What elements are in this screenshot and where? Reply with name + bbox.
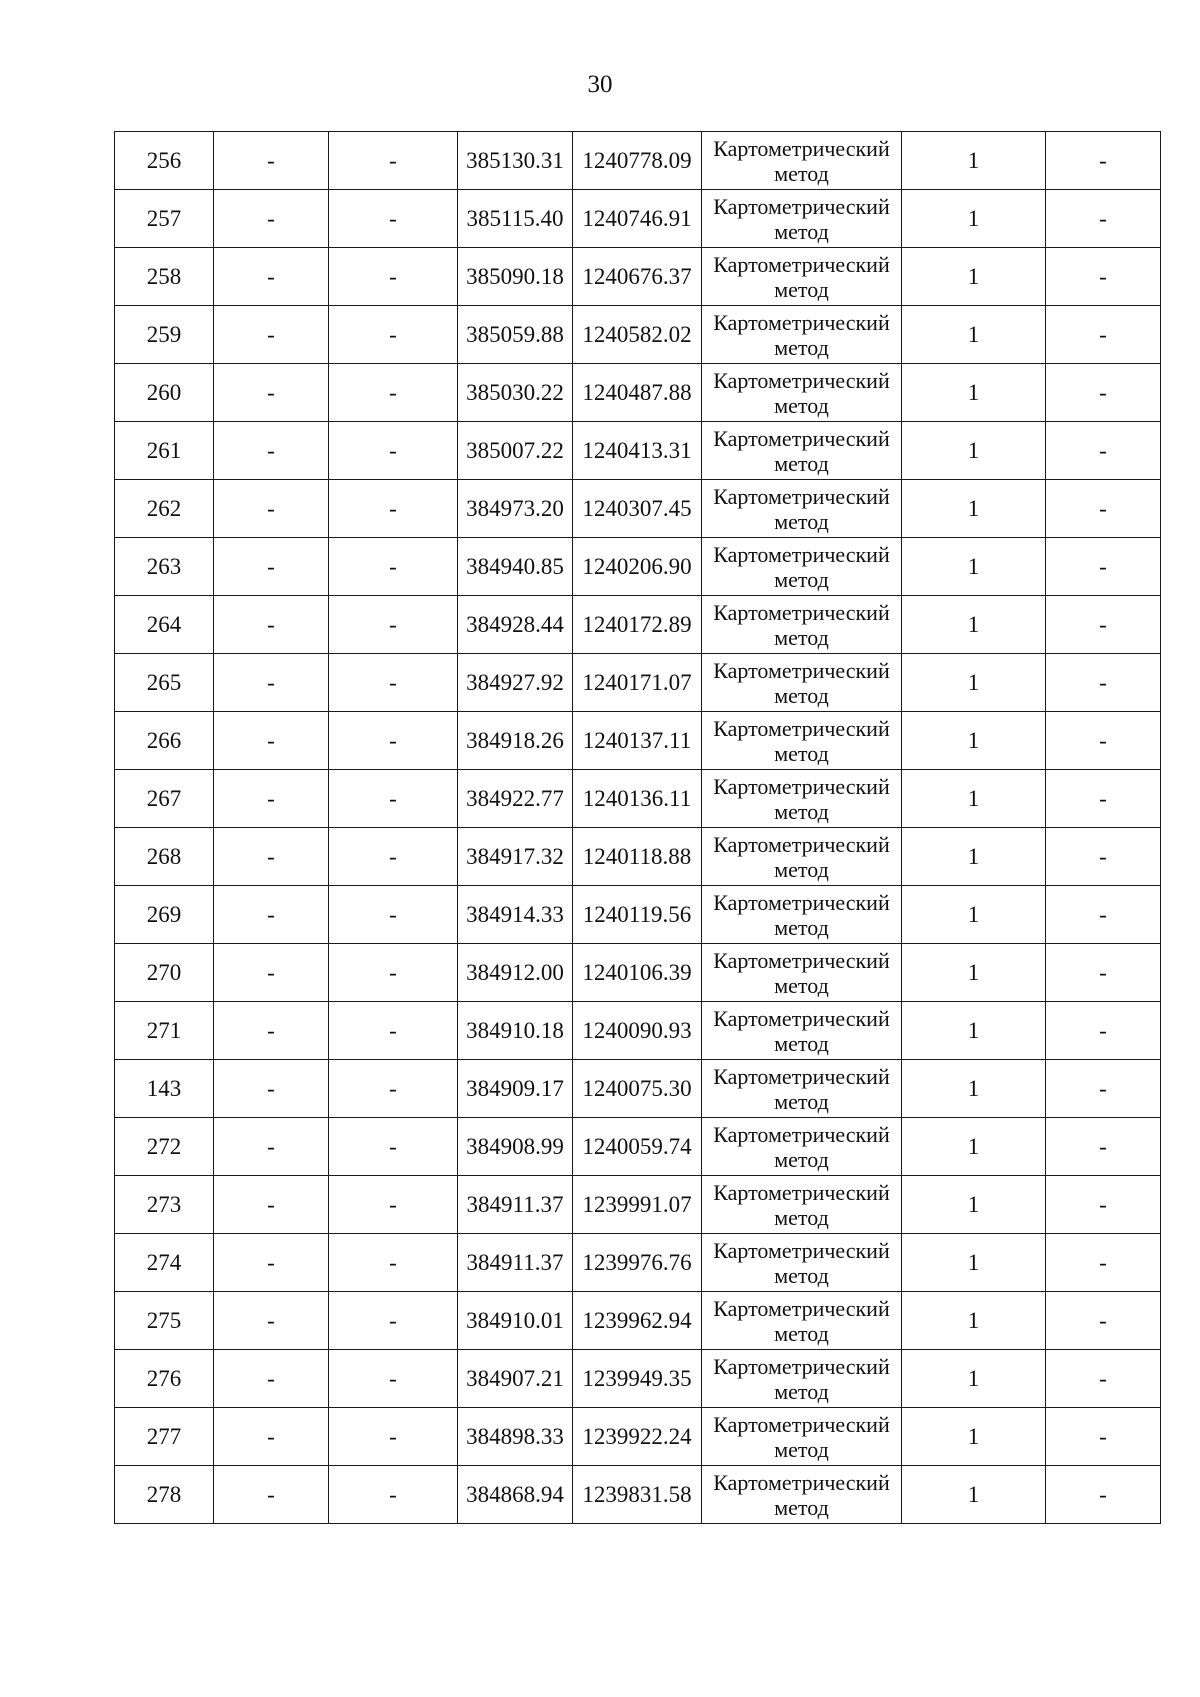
note-cell: -: [1046, 944, 1161, 1002]
accuracy-cell: 1: [902, 944, 1046, 1002]
note-cell: -: [1046, 1002, 1161, 1060]
method-line-2: метод: [774, 972, 829, 998]
table-row: [115, 364, 1161, 422]
x-coordinate-cell: 384910.01: [458, 1292, 573, 1350]
table-row: [115, 1002, 1161, 1060]
coordinates-table: [114, 131, 1161, 1524]
method-cell: [702, 1002, 902, 1060]
table-row: [115, 944, 1161, 1002]
x-coordinate-cell: 384909.17: [458, 1060, 573, 1118]
note-cell: -: [1046, 1408, 1161, 1466]
note-cell: -: [1046, 1234, 1161, 1292]
empty-x-cell: -: [214, 190, 329, 248]
method-cell: [702, 306, 902, 364]
accuracy-cell: 1: [902, 538, 1046, 596]
empty-x-cell: -: [214, 248, 329, 306]
method-cell: [702, 480, 902, 538]
x-coordinate-cell: 384927.92: [458, 654, 573, 712]
accuracy-cell: 1: [902, 1118, 1046, 1176]
point-number-cell: 260: [115, 364, 214, 422]
empty-y-cell: -: [329, 364, 458, 422]
empty-x-cell: -: [214, 1176, 329, 1234]
table-row: [115, 828, 1161, 886]
point-number-cell: 269: [115, 886, 214, 944]
method-cell: [702, 828, 902, 886]
note-cell: -: [1046, 886, 1161, 944]
method-line-2: метод: [774, 740, 829, 766]
table-row: [115, 1176, 1161, 1234]
table-row: [115, 886, 1161, 944]
table-row: [115, 1060, 1161, 1118]
method-cell: [702, 712, 902, 770]
point-number-cell: 268: [115, 828, 214, 886]
x-coordinate-cell: 384940.85: [458, 538, 573, 596]
empty-y-cell: -: [329, 770, 458, 828]
empty-y-cell: -: [329, 1234, 458, 1292]
method-line-1: Картометрический: [713, 1179, 890, 1205]
method-line-2: метод: [774, 450, 829, 476]
x-coordinate-cell: 385059.88: [458, 306, 573, 364]
point-number-cell: 274: [115, 1234, 214, 1292]
method-line-1: Картометрический: [713, 1121, 890, 1147]
x-coordinate-cell: 384928.44: [458, 596, 573, 654]
method-line-1: Картометрический: [713, 1353, 890, 1379]
point-number-cell: 262: [115, 480, 214, 538]
note-cell: -: [1046, 248, 1161, 306]
empty-y-cell: -: [329, 1408, 458, 1466]
accuracy-cell: 1: [902, 132, 1046, 190]
method-line-1: Картометрический: [713, 1295, 890, 1321]
point-number-cell: 271: [115, 1002, 214, 1060]
accuracy-cell: 1: [902, 422, 1046, 480]
accuracy-cell: 1: [902, 596, 1046, 654]
y-coordinate-cell: 1239949.35: [573, 1350, 702, 1408]
method-cell: [702, 770, 902, 828]
empty-y-cell: -: [329, 1060, 458, 1118]
accuracy-cell: 1: [902, 828, 1046, 886]
point-number-cell: 143: [115, 1060, 214, 1118]
table-row: [115, 248, 1161, 306]
y-coordinate-cell: 1239962.94: [573, 1292, 702, 1350]
method-line-2: метод: [774, 334, 829, 360]
empty-x-cell: -: [214, 1060, 329, 1118]
empty-y-cell: -: [329, 1350, 458, 1408]
note-cell: -: [1046, 422, 1161, 480]
method-line-1: Картометрический: [713, 251, 890, 277]
accuracy-cell: 1: [902, 654, 1046, 712]
empty-y-cell: -: [329, 132, 458, 190]
empty-y-cell: -: [329, 480, 458, 538]
note-cell: -: [1046, 654, 1161, 712]
empty-y-cell: -: [329, 248, 458, 306]
table-row: [115, 538, 1161, 596]
y-coordinate-cell: 1240171.07: [573, 654, 702, 712]
note-cell: -: [1046, 828, 1161, 886]
note-cell: -: [1046, 364, 1161, 422]
method-line-1: Картометрический: [713, 1469, 890, 1495]
method-line-1: Картометрический: [713, 135, 890, 161]
accuracy-cell: 1: [902, 248, 1046, 306]
method-line-2: метод: [774, 508, 829, 534]
point-number-cell: 256: [115, 132, 214, 190]
point-number-cell: 270: [115, 944, 214, 1002]
method-line-1: Картометрический: [713, 309, 890, 335]
point-number-cell: 261: [115, 422, 214, 480]
empty-y-cell: -: [329, 712, 458, 770]
method-cell: [702, 190, 902, 248]
method-line-1: Картометрический: [713, 425, 890, 451]
empty-y-cell: -: [329, 1292, 458, 1350]
method-cell: [702, 1408, 902, 1466]
empty-y-cell: -: [329, 422, 458, 480]
accuracy-cell: 1: [902, 364, 1046, 422]
y-coordinate-cell: 1240119.56: [573, 886, 702, 944]
note-cell: -: [1046, 1350, 1161, 1408]
method-line-2: метод: [774, 1146, 829, 1172]
accuracy-cell: 1: [902, 1350, 1046, 1408]
empty-x-cell: -: [214, 306, 329, 364]
empty-x-cell: -: [214, 1292, 329, 1350]
accuracy-cell: 1: [902, 770, 1046, 828]
point-number-cell: 272: [115, 1118, 214, 1176]
method-cell: [702, 1466, 902, 1524]
accuracy-cell: 1: [902, 1466, 1046, 1524]
table-row: [115, 190, 1161, 248]
method-line-1: Картометрический: [713, 599, 890, 625]
x-coordinate-cell: 385007.22: [458, 422, 573, 480]
method-line-2: метод: [774, 856, 829, 882]
method-line-2: метод: [774, 798, 829, 824]
empty-x-cell: -: [214, 1466, 329, 1524]
empty-y-cell: -: [329, 654, 458, 712]
method-line-2: метод: [774, 1262, 829, 1288]
method-cell: [702, 364, 902, 422]
empty-x-cell: -: [214, 828, 329, 886]
method-cell: [702, 422, 902, 480]
table-row: [115, 1292, 1161, 1350]
table-row: [115, 712, 1161, 770]
empty-y-cell: -: [329, 306, 458, 364]
accuracy-cell: 1: [902, 1408, 1046, 1466]
empty-y-cell: -: [329, 1176, 458, 1234]
note-cell: -: [1046, 770, 1161, 828]
point-number-cell: 257: [115, 190, 214, 248]
x-coordinate-cell: 384907.21: [458, 1350, 573, 1408]
empty-x-cell: -: [214, 422, 329, 480]
note-cell: -: [1046, 190, 1161, 248]
x-coordinate-cell: 384911.37: [458, 1176, 573, 1234]
empty-x-cell: -: [214, 132, 329, 190]
point-number-cell: 264: [115, 596, 214, 654]
method-cell: [702, 596, 902, 654]
empty-x-cell: -: [214, 944, 329, 1002]
note-cell: -: [1046, 132, 1161, 190]
method-line-1: Картометрический: [713, 773, 890, 799]
method-line-2: метод: [774, 1378, 829, 1404]
table-row: [115, 1234, 1161, 1292]
y-coordinate-cell: 1239922.24: [573, 1408, 702, 1466]
y-coordinate-cell: 1240206.90: [573, 538, 702, 596]
method-line-1: Картометрический: [713, 483, 890, 509]
method-line-1: Картометрический: [713, 1237, 890, 1263]
y-coordinate-cell: 1239831.58: [573, 1466, 702, 1524]
note-cell: -: [1046, 596, 1161, 654]
point-number-cell: 259: [115, 306, 214, 364]
page-number: 30: [587, 71, 613, 98]
method-line-1: Картометрический: [713, 193, 890, 219]
note-cell: -: [1046, 538, 1161, 596]
y-coordinate-cell: 1240582.02: [573, 306, 702, 364]
table-row: [115, 770, 1161, 828]
y-coordinate-cell: 1240059.74: [573, 1118, 702, 1176]
empty-y-cell: -: [329, 944, 458, 1002]
note-cell: -: [1046, 480, 1161, 538]
y-coordinate-cell: 1240307.45: [573, 480, 702, 538]
table-row: [115, 306, 1161, 364]
method-cell: [702, 654, 902, 712]
method-line-2: метод: [774, 276, 829, 302]
point-number-cell: 276: [115, 1350, 214, 1408]
table-row: [115, 1408, 1161, 1466]
note-cell: -: [1046, 306, 1161, 364]
table-row: [115, 1118, 1161, 1176]
accuracy-cell: 1: [902, 1292, 1046, 1350]
y-coordinate-cell: 1240487.88: [573, 364, 702, 422]
x-coordinate-cell: 384918.26: [458, 712, 573, 770]
x-coordinate-cell: 385030.22: [458, 364, 573, 422]
empty-x-cell: -: [214, 712, 329, 770]
method-line-2: метод: [774, 566, 829, 592]
accuracy-cell: 1: [902, 306, 1046, 364]
empty-x-cell: -: [214, 654, 329, 712]
note-cell: -: [1046, 712, 1161, 770]
y-coordinate-cell: 1240413.31: [573, 422, 702, 480]
x-coordinate-cell: 385115.40: [458, 190, 573, 248]
method-line-1: Картометрический: [713, 947, 890, 973]
empty-x-cell: -: [214, 1002, 329, 1060]
point-number-cell: 265: [115, 654, 214, 712]
point-number-cell: 263: [115, 538, 214, 596]
x-coordinate-cell: 384973.20: [458, 480, 573, 538]
y-coordinate-cell: 1240778.09: [573, 132, 702, 190]
empty-y-cell: -: [329, 1002, 458, 1060]
accuracy-cell: 1: [902, 1176, 1046, 1234]
x-coordinate-cell: 384868.94: [458, 1466, 573, 1524]
point-number-cell: 267: [115, 770, 214, 828]
table-row: [115, 1466, 1161, 1524]
point-number-cell: 273: [115, 1176, 214, 1234]
accuracy-cell: 1: [902, 1060, 1046, 1118]
method-line-2: метод: [774, 392, 829, 418]
table-row: [115, 132, 1161, 190]
method-cell: [702, 1292, 902, 1350]
method-cell: [702, 1060, 902, 1118]
method-cell: [702, 1118, 902, 1176]
x-coordinate-cell: 384917.32: [458, 828, 573, 886]
method-cell: [702, 538, 902, 596]
empty-x-cell: -: [214, 596, 329, 654]
method-cell: [702, 944, 902, 1002]
method-cell: [702, 248, 902, 306]
method-line-1: Картометрический: [713, 715, 890, 741]
empty-x-cell: -: [214, 770, 329, 828]
method-line-2: метод: [774, 624, 829, 650]
method-line-1: Картометрический: [713, 1005, 890, 1031]
x-coordinate-cell: 385090.18: [458, 248, 573, 306]
y-coordinate-cell: 1239976.76: [573, 1234, 702, 1292]
empty-y-cell: -: [329, 1466, 458, 1524]
empty-y-cell: -: [329, 596, 458, 654]
accuracy-cell: 1: [902, 480, 1046, 538]
empty-y-cell: -: [329, 190, 458, 248]
method-line-1: Картометрический: [713, 657, 890, 683]
y-coordinate-cell: 1240676.37: [573, 248, 702, 306]
empty-x-cell: -: [214, 1118, 329, 1176]
y-coordinate-cell: 1240746.91: [573, 190, 702, 248]
method-cell: [702, 132, 902, 190]
accuracy-cell: 1: [902, 1234, 1046, 1292]
note-cell: -: [1046, 1060, 1161, 1118]
method-line-2: метод: [774, 1494, 829, 1520]
point-number-cell: 266: [115, 712, 214, 770]
method-line-1: Картометрический: [713, 367, 890, 393]
method-line-2: метод: [774, 1088, 829, 1114]
y-coordinate-cell: 1240106.39: [573, 944, 702, 1002]
accuracy-cell: 1: [902, 886, 1046, 944]
empty-x-cell: -: [214, 1234, 329, 1292]
table-row: [115, 1350, 1161, 1408]
empty-y-cell: -: [329, 1118, 458, 1176]
table-row: [115, 654, 1161, 712]
x-coordinate-cell: 384908.99: [458, 1118, 573, 1176]
x-coordinate-cell: 384914.33: [458, 886, 573, 944]
y-coordinate-cell: 1240075.30: [573, 1060, 702, 1118]
method-line-2: метод: [774, 682, 829, 708]
point-number-cell: 275: [115, 1292, 214, 1350]
method-line-2: метод: [774, 1320, 829, 1346]
x-coordinate-cell: 384922.77: [458, 770, 573, 828]
table-row: [115, 596, 1161, 654]
empty-x-cell: -: [214, 538, 329, 596]
table-row: [115, 480, 1161, 538]
empty-x-cell: -: [214, 1350, 329, 1408]
method-line-2: метод: [774, 914, 829, 940]
method-line-1: Картометрический: [713, 541, 890, 567]
note-cell: -: [1046, 1176, 1161, 1234]
y-coordinate-cell: 1240118.88: [573, 828, 702, 886]
method-cell: [702, 886, 902, 944]
note-cell: -: [1046, 1118, 1161, 1176]
accuracy-cell: 1: [902, 190, 1046, 248]
empty-x-cell: -: [214, 1408, 329, 1466]
point-number-cell: 258: [115, 248, 214, 306]
note-cell: -: [1046, 1466, 1161, 1524]
x-coordinate-cell: 384911.37: [458, 1234, 573, 1292]
empty-y-cell: -: [329, 886, 458, 944]
table-row: [115, 422, 1161, 480]
point-number-cell: 277: [115, 1408, 214, 1466]
x-coordinate-cell: 384898.33: [458, 1408, 573, 1466]
empty-y-cell: -: [329, 828, 458, 886]
empty-y-cell: -: [329, 538, 458, 596]
empty-x-cell: -: [214, 480, 329, 538]
method-line-2: метод: [774, 1436, 829, 1462]
point-number-cell: 278: [115, 1466, 214, 1524]
empty-x-cell: -: [214, 886, 329, 944]
y-coordinate-cell: 1240172.89: [573, 596, 702, 654]
method-line-2: метод: [774, 1030, 829, 1056]
coordinates-table-body: [115, 132, 1161, 1524]
accuracy-cell: 1: [902, 712, 1046, 770]
x-coordinate-cell: 384910.18: [458, 1002, 573, 1060]
method-cell: [702, 1234, 902, 1292]
y-coordinate-cell: 1240090.93: [573, 1002, 702, 1060]
method-line-1: Картометрический: [713, 1063, 890, 1089]
y-coordinate-cell: 1240137.11: [573, 712, 702, 770]
accuracy-cell: 1: [902, 1002, 1046, 1060]
y-coordinate-cell: 1239991.07: [573, 1176, 702, 1234]
empty-x-cell: -: [214, 364, 329, 422]
method-line-1: Картометрический: [713, 889, 890, 915]
method-cell: [702, 1350, 902, 1408]
method-line-2: метод: [774, 1204, 829, 1230]
method-line-2: метод: [774, 218, 829, 244]
method-line-1: Картометрический: [713, 831, 890, 857]
note-cell: -: [1046, 1292, 1161, 1350]
method-line-1: Картометрический: [713, 1411, 890, 1437]
y-coordinate-cell: 1240136.11: [573, 770, 702, 828]
x-coordinate-cell: 385130.31: [458, 132, 573, 190]
method-cell: [702, 1176, 902, 1234]
method-line-2: метод: [774, 160, 829, 186]
x-coordinate-cell: 384912.00: [458, 944, 573, 1002]
